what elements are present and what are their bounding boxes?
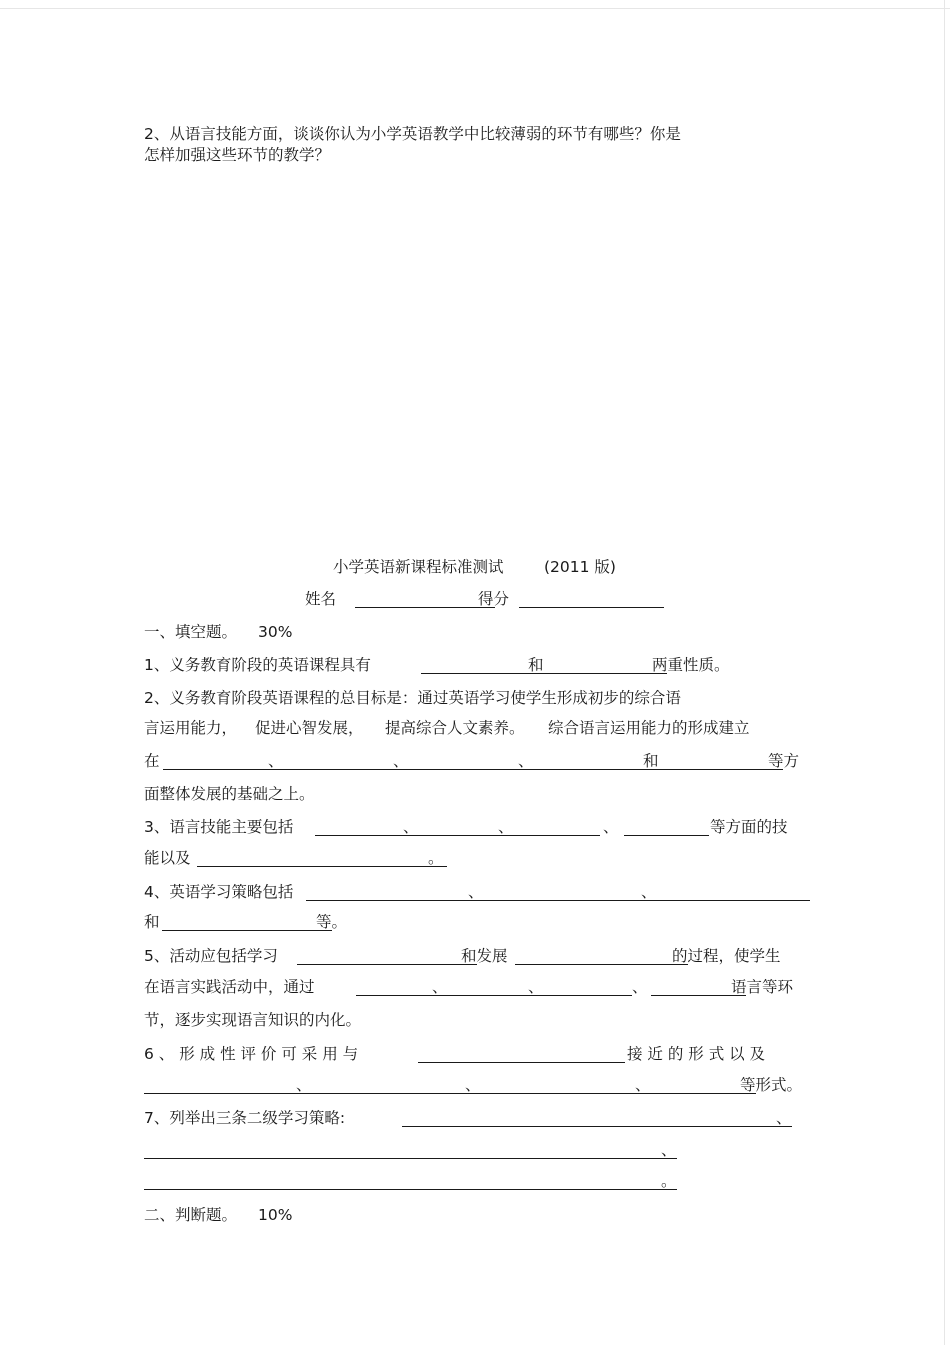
item2-and: 和 <box>643 752 659 770</box>
item2-line2c: 提高综合人文素养。 <box>385 719 525 737</box>
item6-end: 等形式。 <box>740 1076 803 1094</box>
item2-line2d: 综合语言运用能力的形成建立 <box>548 719 750 737</box>
item3-sep-3: 、 <box>603 818 619 836</box>
item1-blank <box>421 673 667 674</box>
item6-blank-1 <box>418 1062 625 1063</box>
item4-and: 和 <box>144 913 160 931</box>
section2-points: 10% <box>258 1206 293 1224</box>
item7-sep-1: 、 <box>776 1109 792 1127</box>
name-blank <box>355 607 495 608</box>
item6-sep-2: 、 <box>465 1076 481 1094</box>
item3-end: 等方面的技 <box>710 818 788 836</box>
item2-line4: 面整体发展的基础之上。 <box>144 785 315 803</box>
item6-text-b: 接 近 的 形 式 以 及 <box>627 1045 766 1063</box>
item2-line2a: 言运用能力， <box>144 719 238 737</box>
section1-title: 一、填空题。 <box>144 623 238 641</box>
section1-points: 30% <box>258 623 293 641</box>
score-blank <box>519 607 664 608</box>
item6-blank-2 <box>144 1093 756 1094</box>
item5-blank-3 <box>356 995 632 996</box>
item2-sep-1: 、 <box>268 752 284 770</box>
item5-line2: 在语言实践活动中，通过 <box>144 978 315 996</box>
item7-blank-2 <box>144 1158 677 1159</box>
section2-title: 二、判断题。 <box>144 1206 238 1224</box>
item4-blank-1 <box>306 900 810 901</box>
item1-text-a: 1、义务教育阶段的英语课程具有 <box>144 656 371 674</box>
item7-blank-3 <box>144 1189 677 1190</box>
page-right-border <box>944 0 945 1345</box>
item7-period: 。 <box>661 1172 677 1190</box>
item3-blank-1 <box>315 835 600 836</box>
item6-sep-1: 、 <box>296 1076 312 1094</box>
item5-blank-1 <box>297 964 477 965</box>
item3-text-a: 3、语言技能主要包括 <box>144 818 294 836</box>
item5-line2-end: 语言等环 <box>731 978 794 996</box>
item2-blank <box>163 769 783 770</box>
item3-sep-1: 、 <box>403 818 419 836</box>
item5-line3: 节，逐步实现语言知识的内化。 <box>144 1011 362 1029</box>
item6-sep-3: 、 <box>635 1076 651 1094</box>
item4-text-a: 4、英语学习策略包括 <box>144 883 294 901</box>
item3-blank-2 <box>624 835 709 836</box>
score-label: 得分 <box>478 590 510 608</box>
q2-line1: 2、从语言技能方面，谈谈你认为小学英语教学中比较薄弱的环节有哪些？你是 <box>144 125 681 143</box>
item2-line3-start: 在 <box>144 752 160 770</box>
item5-text-c: 的过程，使学生 <box>672 947 781 965</box>
item2-sep-3: 、 <box>518 752 534 770</box>
item1-and: 和 <box>528 656 544 674</box>
item7-sep-2: 、 <box>661 1141 677 1159</box>
name-label: 姓名 <box>305 590 337 608</box>
item5-sep-3: 、 <box>632 978 648 996</box>
q2-line2: 怎样加强这些环节的教学？ <box>144 146 331 164</box>
test-title: 小学英语新课程标准测试 <box>333 558 504 576</box>
test-edition: (2011 版) <box>544 558 616 576</box>
item4-blank-2 <box>162 930 332 931</box>
item4-sep-1: 、 <box>468 883 484 901</box>
item2-line2b: 促进心智发展， <box>255 719 364 737</box>
item2-sep-2: 、 <box>393 752 409 770</box>
page-top-border <box>0 8 950 9</box>
item1-text-c: 两重性质。 <box>652 656 730 674</box>
item4-end: 等。 <box>316 913 348 931</box>
item3-sep-2: 、 <box>498 818 514 836</box>
item2-line3-end: 等方 <box>768 752 800 770</box>
item5-sep-1: 、 <box>432 978 448 996</box>
item5-text-b: 和发展 <box>461 947 508 965</box>
item6-text-a: 6 、 形 成 性 评 价 可 采 用 与 <box>144 1045 359 1063</box>
item7-text-a: 7、列举出三条二级学习策略: <box>144 1109 346 1127</box>
item3-period: 。 <box>428 849 444 867</box>
item7-blank-1 <box>402 1126 792 1127</box>
item5-sep-2: 、 <box>528 978 544 996</box>
item5-text-a: 5、活动应包括学习 <box>144 947 278 965</box>
item2-line1: 2、义务教育阶段英语课程的总目标是：通过英语学习使学生形成初步的综合语 <box>144 689 681 707</box>
item4-sep-2: 、 <box>641 883 657 901</box>
item3-line2: 能以及 <box>144 849 191 867</box>
item5-blank-2 <box>515 964 688 965</box>
item3-blank-3 <box>197 866 447 867</box>
